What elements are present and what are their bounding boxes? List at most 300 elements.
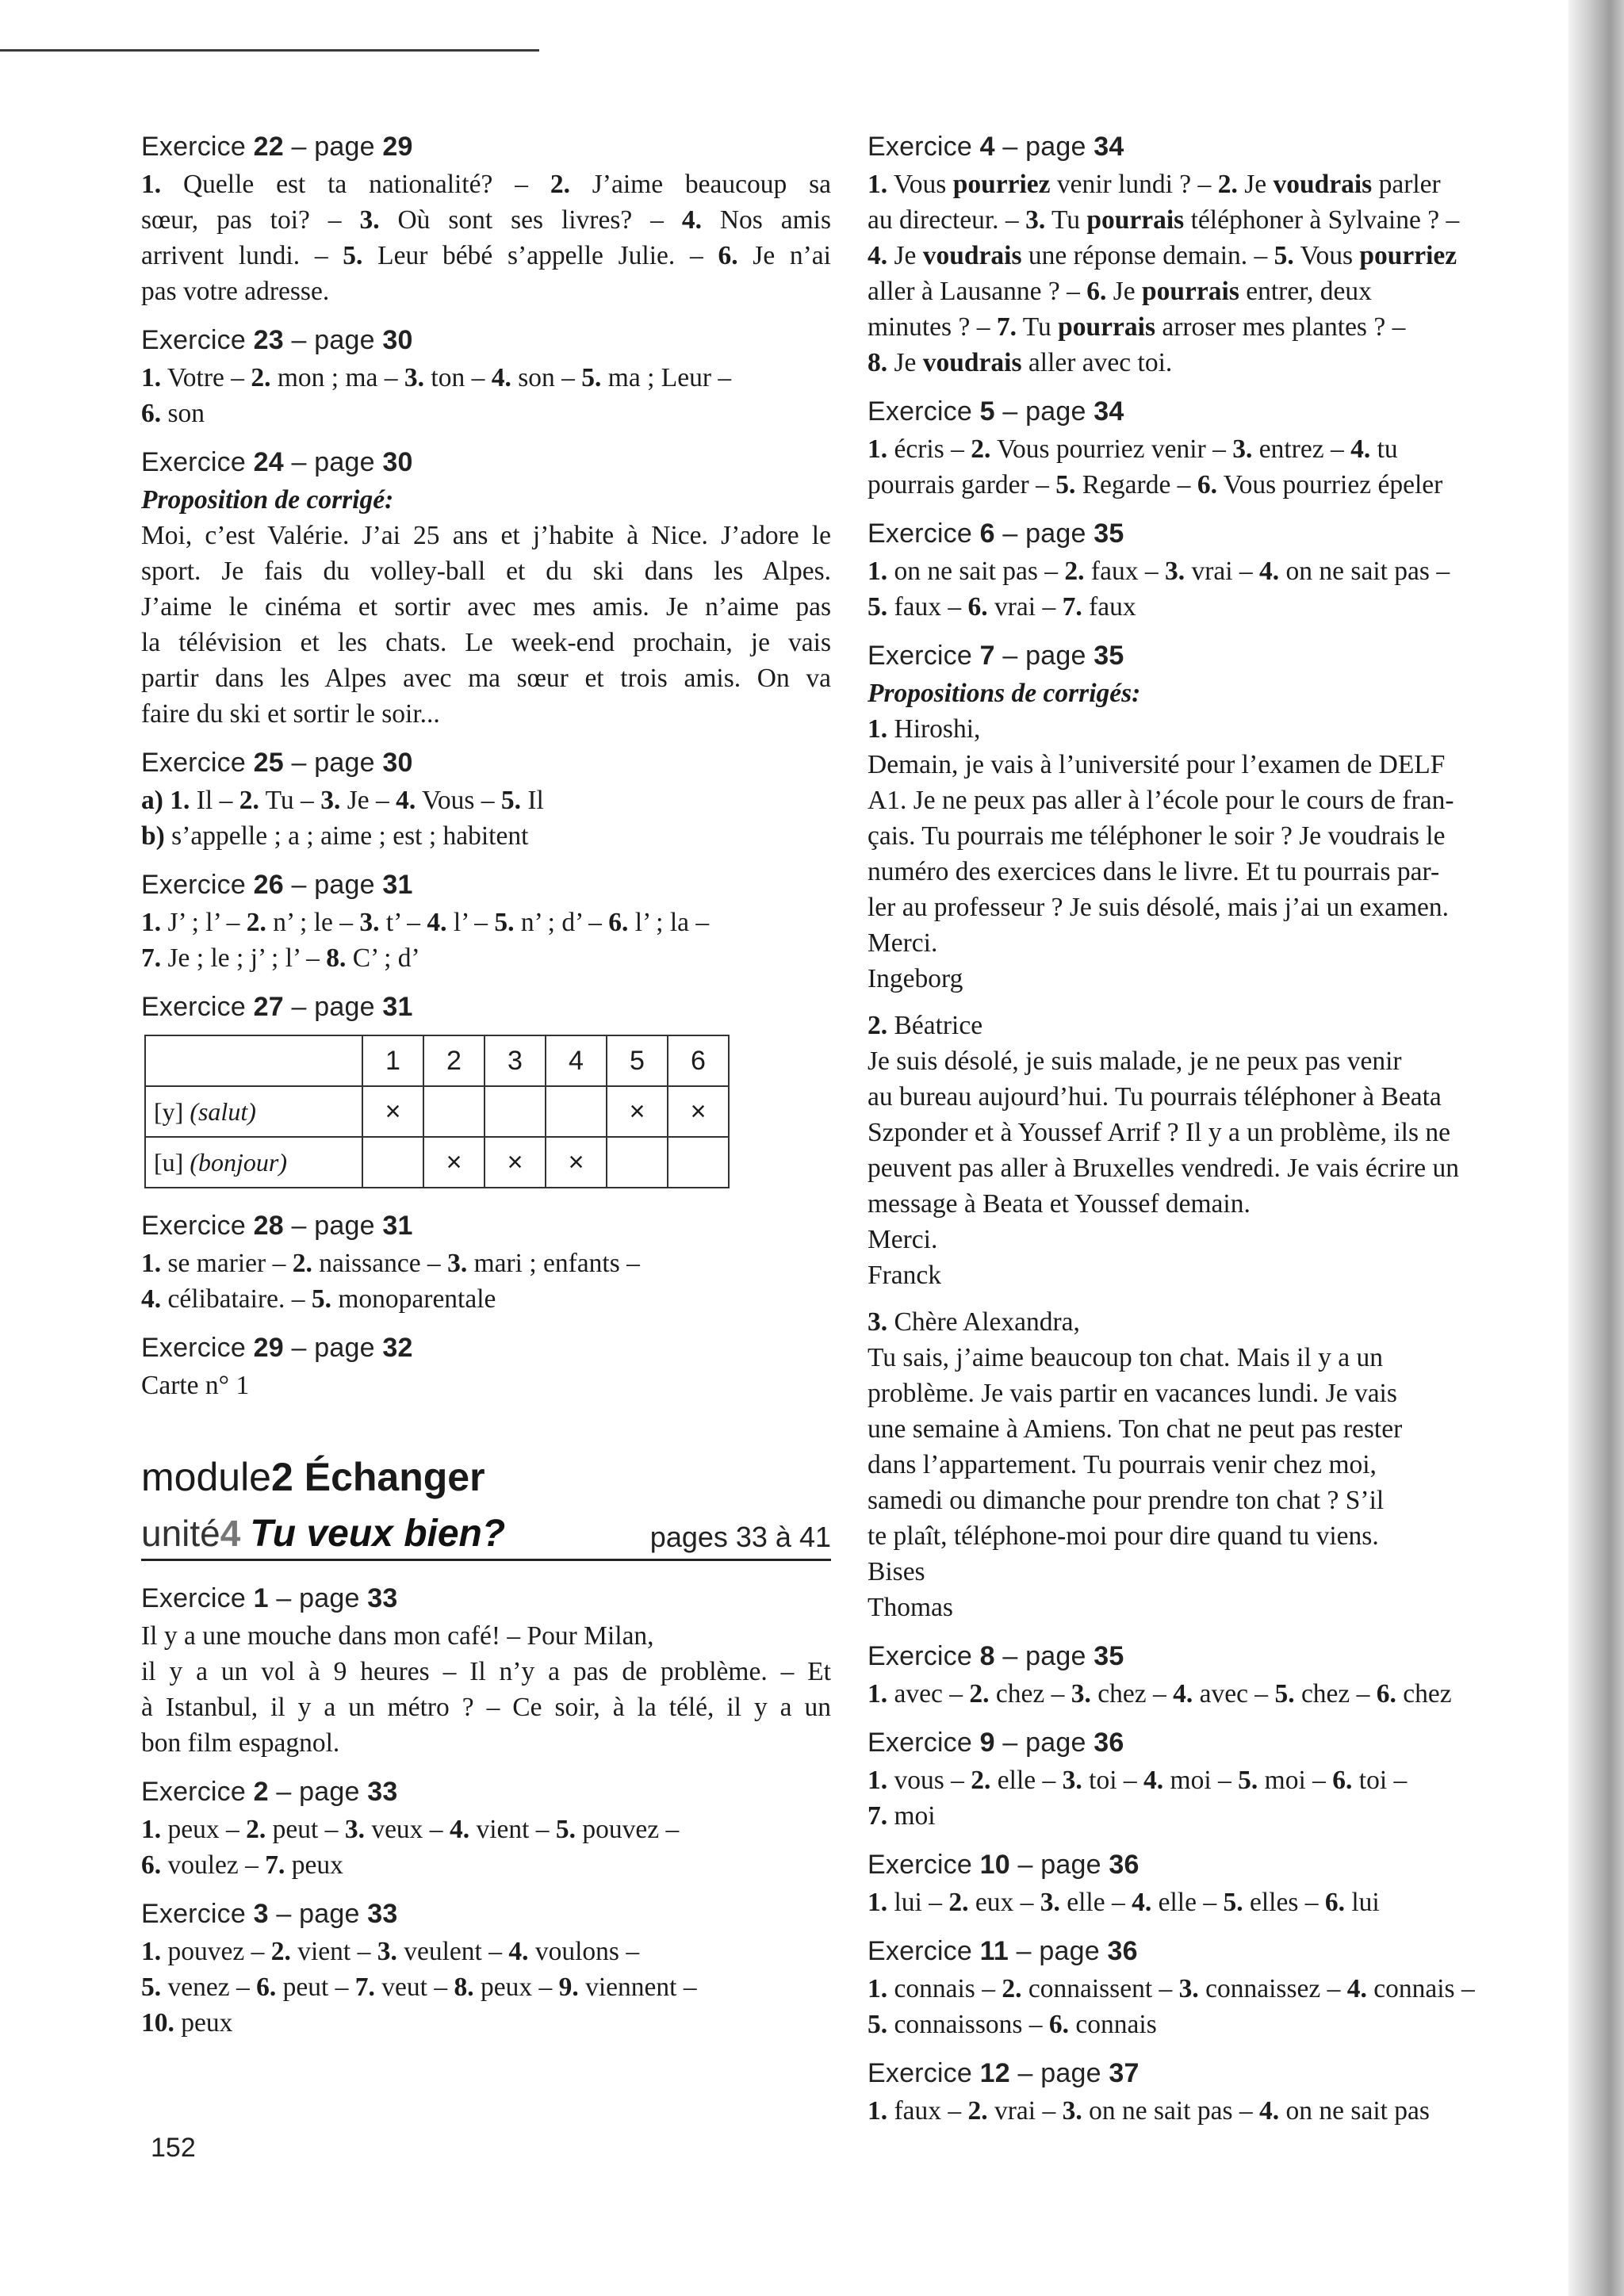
exercise-section [141, 987, 831, 1188]
answer-line [868, 1043, 1549, 1079]
exercise-subtitle: Proposition de corrigé: [141, 485, 394, 515]
answer-text: Il – [190, 786, 239, 815]
answer-text: 6. [1048, 2010, 1070, 2039]
answer-text: 4. [396, 786, 416, 815]
exercise-title-suffix: – page [283, 870, 383, 900]
exercise-title-suffix: – page [283, 748, 383, 778]
answer-text: toi – [1082, 1766, 1144, 1795]
answer-text: 2. [1002, 1974, 1022, 2003]
answer-text: 4. [1173, 1679, 1193, 1709]
answer-text: A1. Je ne peux pas aller à l’école pour le cours de fran- [868, 786, 1454, 815]
top-rule [0, 49, 539, 52]
exercise-section [141, 1894, 831, 2041]
answer-text: Carte n° 1 [141, 1371, 250, 1400]
answer-text: célibataire. – [161, 1284, 312, 1314]
answer-text: 4. [1259, 2096, 1280, 2126]
answer-text: 2. [246, 1815, 266, 1844]
answer-text: moi [887, 1801, 936, 1831]
exercise-title-prefix: Exercice [868, 2058, 980, 2088]
exercise-page: 29 [382, 132, 413, 162]
answer-text: chez – [989, 1679, 1071, 1709]
exercise-number: 1 [253, 1583, 269, 1613]
exercise-title-prefix: Exercice [868, 1728, 980, 1758]
answer-text: 2. [969, 1679, 990, 1709]
answer-text: lui – [887, 1888, 949, 1917]
answer-text: Merci. [868, 928, 938, 958]
table-row [145, 1086, 729, 1137]
answer-text: 3. [1164, 557, 1185, 586]
answer-line [141, 1689, 831, 1725]
answer-text: vient – [469, 1815, 556, 1844]
answer-line [868, 166, 1549, 202]
answer-text: 1. [141, 1815, 162, 1844]
answer-line [868, 2093, 1549, 2129]
page-number: 152 [151, 2133, 196, 2163]
answer-text: 1. [868, 1974, 888, 2003]
exercise-section [868, 1845, 1549, 1920]
exercise-section [141, 743, 831, 854]
answer-text: on ne sait pas – [887, 557, 1065, 586]
answer-text: Nos amis [701, 205, 832, 235]
table-cell [607, 1137, 668, 1188]
answer-line [868, 589, 1549, 625]
answer-text: 1. [141, 908, 162, 937]
answer-line [141, 905, 831, 940]
module-label: module [141, 1455, 271, 1499]
page-binding-shadow [1568, 0, 1624, 2296]
answer-text: partir dans les Alpes avec ma sœur et trois amis. On va [141, 664, 831, 693]
answer-text: J’aime le cinéma et sortir avec mes amis. Je n’aime pas [141, 592, 831, 622]
exercise-page: 35 [1094, 519, 1124, 549]
exercise-title [868, 636, 1549, 675]
answer-text: 8. [454, 1973, 474, 2002]
answer-text: n’ ; le – [266, 908, 360, 937]
table-header-cell: 1 [362, 1035, 423, 1086]
answer-text: 3. [404, 363, 425, 392]
answer-line [141, 1368, 831, 1403]
answer-text: 3. [359, 205, 380, 235]
answer-text: on ne sait pas [1279, 2096, 1430, 2126]
exercise-title [141, 1578, 831, 1618]
answer-text: 2. [270, 1937, 291, 1966]
answer-text: n’ ; d’ – [514, 908, 609, 937]
answer-text: 4. [1132, 1888, 1152, 1917]
exercise-page: 31 [382, 870, 413, 900]
answer-text: son – [511, 363, 582, 392]
answer-text: Chère Alexandra, [887, 1307, 1080, 1337]
answer-text: 6. [1376, 1679, 1396, 1709]
table-cell: × [362, 1086, 423, 1137]
answer-text: 7. [354, 1973, 375, 2002]
answer-line [868, 854, 1549, 890]
answer-text: Je [1237, 170, 1274, 199]
answer-text: 2. [971, 1766, 991, 1795]
answer-text: 3. [359, 908, 380, 937]
answer-text: Je [1106, 277, 1143, 306]
exercise-title-suffix: – page [283, 325, 383, 355]
exercise-page: 36 [1094, 1728, 1124, 1758]
answer-text: chez – [1090, 1679, 1174, 1709]
table-cell [485, 1086, 546, 1137]
answer-line [141, 818, 831, 854]
exercise-section [141, 1206, 831, 1317]
exercise-page: 33 [367, 1583, 398, 1613]
table-header-cell: 3 [485, 1035, 546, 1086]
answer-text: à Istanbul, il y a un métro ? – Ce soir, à la télé, il y a un [141, 1693, 831, 1722]
answer-text: voudrais [922, 348, 1022, 377]
answer-text: 1. [868, 170, 888, 199]
answer-line [868, 818, 1549, 854]
answer-text: 5. [494, 908, 515, 937]
answer-text: 1. [141, 170, 162, 199]
table-row [145, 1137, 729, 1188]
exercise-title-suffix: – page [994, 641, 1094, 671]
exercise-page: 30 [382, 748, 413, 778]
exercise-number: 28 [253, 1211, 284, 1241]
exercise-title-suffix: – page [283, 132, 383, 162]
module-heading [141, 1451, 831, 1503]
answer-text: Il [521, 786, 544, 815]
answer-text: veut – [374, 1973, 454, 2002]
answer-line [868, 2007, 1549, 2042]
table-header-row [145, 1035, 729, 1086]
exercise-number: 5 [979, 396, 995, 427]
answer-line [141, 1934, 831, 1969]
answer-text: Vous [1293, 241, 1360, 270]
answer-text: J’aime beaucoup sa [569, 170, 831, 199]
answer-text: pourriez [1359, 241, 1457, 270]
answer-text: Merci. [868, 1225, 938, 1254]
answer-text: la télévision et les chats. Le week-end prochain, je vais [141, 628, 831, 657]
answer-text: vous – [887, 1766, 971, 1795]
answer-text: pouvez – [576, 1815, 680, 1844]
exercise-title [868, 1723, 1549, 1762]
answer-text: 3. [1232, 434, 1253, 464]
exercise-section [868, 1931, 1549, 2042]
answer-text: 1. [868, 714, 888, 744]
exercise-title [868, 1845, 1549, 1885]
answer-text: tu [1370, 434, 1398, 464]
answer-line [141, 660, 831, 696]
exercise-title-suffix: – page [994, 132, 1094, 162]
answer-text: l’ – [446, 908, 495, 937]
answer-text: 6. [608, 908, 629, 937]
answer-text: entrer, deux [1239, 277, 1372, 306]
exercise-number: 6 [979, 519, 995, 549]
answer-text: Où sont ses livres? – [379, 205, 682, 235]
phoneme-label: [u] [154, 1147, 184, 1177]
answer-text: viennent – [578, 1973, 697, 2002]
exercise-title [141, 320, 831, 360]
answer-text: venez – [161, 1973, 257, 2002]
answer-text: 6. [1197, 470, 1217, 499]
exercise-title-prefix: Exercice [141, 1777, 254, 1807]
exercise-title-prefix: Exercice [141, 1899, 254, 1929]
answer-text: 8. [326, 943, 347, 973]
answer-text: 2. [246, 908, 266, 937]
answer-text: connaissent – [1021, 1974, 1179, 2003]
answer-line [868, 747, 1549, 783]
answer-text: ton – [424, 363, 492, 392]
answer-line [141, 625, 831, 660]
answer-text: 2. [1064, 557, 1085, 586]
answer-text: voulons – [528, 1937, 640, 1966]
answer-text: aller à Lausanne ? – [868, 277, 1087, 306]
exercise-title [141, 127, 831, 166]
left-sections-part1 [141, 127, 831, 1403]
exercise-title-prefix: Exercice [868, 396, 980, 427]
exercise-section [868, 2053, 1549, 2129]
answer-line [868, 1762, 1549, 1798]
exercise-section [868, 1723, 1549, 1834]
exercise-title-prefix: Exercice [141, 325, 254, 355]
exercise-page: 34 [1094, 396, 1124, 427]
answer-text: 3. [320, 786, 341, 815]
answer-text: C’ ; d’ [346, 943, 420, 973]
answer-text: toi – [1352, 1766, 1408, 1795]
answer-text: voudrais [1273, 170, 1373, 199]
exercise-title [141, 1894, 831, 1934]
exercise-number: 25 [253, 748, 284, 778]
answer-text: ma ; Leur – [601, 363, 732, 392]
unit-number: 4 [220, 1513, 241, 1554]
answer-text: arroser mes plantes ? – [1155, 312, 1406, 342]
exercise-title-suffix: – page [994, 1728, 1094, 1758]
answer-text: problème. Je vais partir en vacances lundi. Je vais [868, 1379, 1397, 1408]
answer-text: moi – [1258, 1766, 1333, 1795]
answer-text: 4. [1350, 434, 1371, 464]
exercise-title-prefix: Exercice [141, 870, 254, 900]
right-sections [868, 127, 1549, 2129]
exercise-number: 27 [253, 992, 284, 1022]
answer-text: 5. [868, 2010, 888, 2039]
table-row-label [145, 1137, 362, 1188]
answer-text: 2. [239, 786, 259, 815]
exercise-section [868, 127, 1549, 381]
exercise-title-prefix: Exercice [868, 1936, 980, 1966]
answer-text: 1. [141, 363, 162, 392]
answer-text: 3. [447, 1249, 468, 1278]
exercise-page: 33 [367, 1899, 398, 1929]
answer-text: Je n’ai [737, 241, 831, 270]
answer-line [141, 396, 831, 431]
answer-text: venir lundi ? – [1050, 170, 1218, 199]
answer-text: 8. [868, 348, 888, 377]
answer-text: aller avec toi. [1021, 348, 1173, 377]
exercise-page: 30 [382, 447, 413, 477]
answer-text: 4. [868, 241, 888, 270]
answer-text: entrez – [1252, 434, 1351, 464]
unit-label: unité [141, 1513, 220, 1554]
exercise-number: 29 [253, 1333, 284, 1363]
exercise-number: 12 [979, 2058, 1010, 2088]
answer-text: 1. [868, 434, 888, 464]
answer-text: 4. [449, 1815, 470, 1844]
exercise-page: 35 [1094, 1641, 1124, 1671]
answer-text: Vous pourriez épeler [1216, 470, 1443, 499]
exercise-page: 31 [382, 992, 413, 1022]
unit-heading [141, 1503, 831, 1561]
exercise-page: 36 [1109, 1850, 1139, 1880]
exercise-title-prefix: Exercice [868, 132, 980, 162]
answer-line [141, 1812, 831, 1847]
table-corner-cell [145, 1035, 362, 1086]
answer-line [141, 1618, 831, 1654]
answer-text: 6. [967, 592, 988, 622]
answer-line [141, 202, 831, 238]
answer-text: numéro des exercices dans le livre. Et tu pourrais par- [868, 857, 1440, 886]
exercise-number: 7 [979, 641, 995, 671]
answer-text: arrivent lundi. – [141, 241, 343, 270]
answer-text: Je suis désolé, je suis malade, je ne peux pas venir [868, 1047, 1402, 1076]
answer-text: pouvez – [161, 1937, 271, 1966]
answer-text: 7. [868, 1801, 888, 1831]
exercise-title-suffix: – page [1009, 2058, 1109, 2088]
answer-line [868, 1590, 1549, 1625]
exercise-number: 4 [979, 132, 995, 162]
answer-text: J’ ; l’ – [161, 908, 247, 937]
answer-text: pourrais [1142, 277, 1239, 306]
exercise-title-suffix: – page [283, 992, 383, 1022]
answer-text: 4. [1143, 1766, 1164, 1795]
answer-text: faux [1082, 592, 1136, 622]
table-cell [546, 1086, 607, 1137]
answer-text: 2. [251, 363, 271, 392]
exercise-section [868, 514, 1549, 625]
answer-text: Franck [868, 1261, 942, 1290]
answer-text: Je [887, 241, 923, 270]
answer-text: 4. [491, 363, 511, 392]
answer-text: 5. [1238, 1766, 1258, 1795]
answer-line [141, 274, 831, 309]
answer-text: chez [1396, 1679, 1452, 1709]
phoneme-label: [y] [154, 1096, 184, 1126]
exercise-title-suffix: – page [1008, 1936, 1108, 1966]
exercise-title [868, 1931, 1549, 1971]
answer-text: avec – [1193, 1679, 1275, 1709]
answer-line [868, 1676, 1549, 1712]
answer-line [868, 1186, 1549, 1222]
answer-line [868, 553, 1549, 589]
answer-text: 1. [868, 1679, 888, 1709]
answer-text: 5. [343, 241, 363, 270]
answer-text: message à Beata et Youssef demain. [868, 1189, 1251, 1219]
exercise-section [141, 1772, 831, 1883]
answer-text: sœur, pas toi? – [141, 205, 360, 235]
answer-text: pourrais [1086, 205, 1185, 235]
table-header-cell: 5 [607, 1035, 668, 1086]
answer-text: çais. Tu pourrais me téléphoner le soir ? Je voudrais le [868, 821, 1446, 851]
exercise-title-prefix: Exercice [868, 1641, 980, 1671]
answer-line [141, 696, 831, 732]
answer-text: 3. [868, 1307, 888, 1337]
answer-line [141, 1281, 831, 1317]
answer-text: Je – [340, 786, 396, 815]
exercise-title [868, 127, 1549, 166]
answer-line [141, 1246, 831, 1281]
answer-text: veulent – [396, 1937, 509, 1966]
exercise-page: 32 [382, 1333, 413, 1363]
unit-label-group [141, 1512, 505, 1556]
exercise-title [141, 743, 831, 783]
answer-text: 1. [868, 557, 888, 586]
table-cell: × [607, 1086, 668, 1137]
exercise-title-prefix: Exercice [141, 748, 254, 778]
answer-text: Hiroshi, [887, 714, 981, 744]
answer-text: voudrais [922, 241, 1022, 270]
answer-text: Tu – [259, 786, 321, 815]
answer-text: mari ; enfants – [467, 1249, 640, 1278]
answer-text: son [161, 399, 205, 428]
answer-text: peux – [473, 1973, 559, 2002]
exercise-title-suffix: – page [994, 1641, 1094, 1671]
answer-line [141, 2005, 831, 2041]
exercise-page: 36 [1107, 1936, 1138, 1966]
table-cell: × [485, 1137, 546, 1188]
answer-text: Votre – [161, 363, 251, 392]
answer-text: 5. [581, 363, 602, 392]
answer-text: 2. [550, 170, 570, 199]
answer-text: bon film espagnol. [141, 1728, 340, 1758]
answer-line [141, 589, 831, 625]
exercise-number: 22 [253, 132, 284, 162]
table-cell: × [668, 1086, 729, 1137]
answer-line [868, 238, 1549, 274]
answer-line [868, 1079, 1549, 1115]
left-sections-part2 [141, 1578, 831, 2041]
exercise-title-prefix: Exercice [141, 992, 254, 1022]
answer-text: 1. [170, 786, 190, 815]
answer-text: b) [141, 821, 165, 851]
answer-text: pourrais garder – [868, 470, 1056, 499]
answer-text: 3. [377, 1937, 397, 1966]
answer-text: vient – [290, 1937, 377, 1966]
answer-text: peut – [266, 1815, 345, 1844]
exercise-section [868, 392, 1549, 503]
answer-text: chez – [1294, 1679, 1377, 1709]
exercise-page: 34 [1094, 132, 1124, 162]
answer-text: peuvent pas aller à Bruxelles vendredi. Je vais écrire un [868, 1154, 1460, 1183]
answer-text: 5. [1274, 1679, 1295, 1709]
answer-line [141, 1654, 831, 1689]
answer-text: 3. [1178, 1974, 1199, 2003]
exercise-title [141, 1772, 831, 1812]
table-header-cell: 2 [423, 1035, 485, 1086]
table-cell: × [423, 1137, 485, 1188]
answer-text: 6. [718, 241, 738, 270]
answer-text: 3. [1062, 1766, 1082, 1795]
exercise-page: 35 [1094, 641, 1124, 671]
answer-text: te plaît, téléphone-moi pour dire quand tu viens. [868, 1521, 1379, 1551]
answer-text: Leur bébé s’appelle Julie. – [362, 241, 718, 270]
answer-text: l’ ; la – [628, 908, 710, 937]
answer-line [868, 309, 1549, 345]
answer-text: au bureau aujourd’hui. Tu pourrais téléphoner à Beata [868, 1082, 1442, 1112]
exercise-title-suffix: – page [283, 447, 383, 477]
answer-text: vrai – [1185, 557, 1260, 586]
answer-text: faux – [887, 2096, 968, 2126]
module-number: 2 [271, 1455, 293, 1499]
exercise-title-suffix: – page [994, 396, 1094, 427]
exercise-section [141, 865, 831, 976]
answer-text: avec – [887, 1679, 970, 1709]
exercise-title-suffix: – page [283, 1333, 383, 1363]
answer-text: dans l’appartement. Tu pourrais venir chez moi, [868, 1450, 1377, 1479]
exercise-title [141, 865, 831, 905]
answer-text: faux – [887, 592, 968, 622]
answer-text: mon ; ma – [270, 363, 404, 392]
answer-text: 1. [868, 1766, 888, 1795]
